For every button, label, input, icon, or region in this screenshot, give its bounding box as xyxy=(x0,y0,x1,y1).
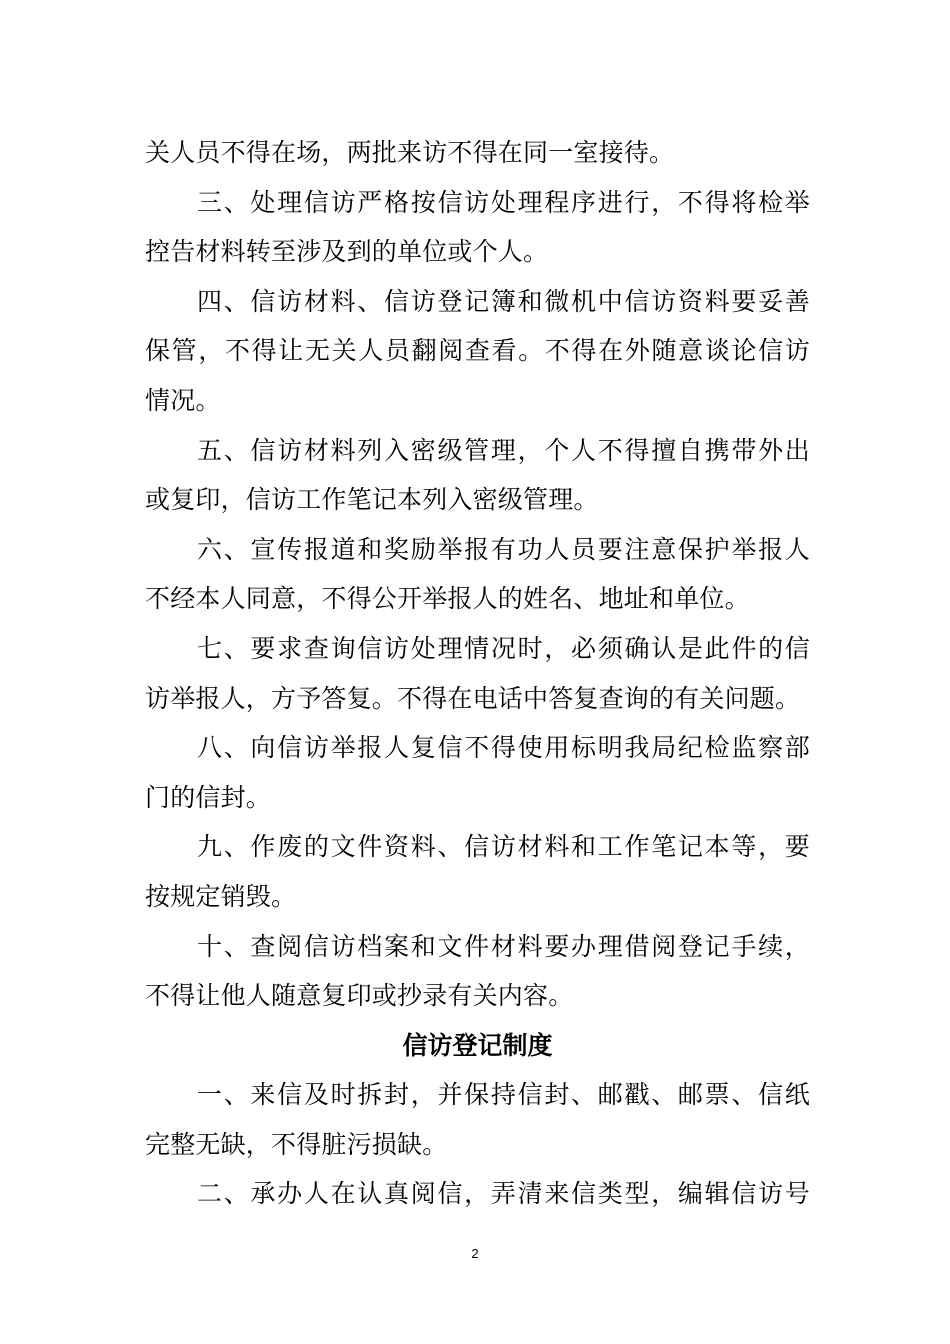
text-line: 门的信封。 xyxy=(145,782,272,812)
text-line: 访举报人，方予答复。不得在电话中答复查询的有关问题。 xyxy=(145,683,801,713)
page-number: 2 xyxy=(471,1246,479,1261)
text-line: 不得让他人随意复印或抄录有关内容。 xyxy=(145,981,574,1011)
text-line: 二、承办人在认真阅信，弄清来信类型，编辑信访号 xyxy=(197,1179,810,1209)
registration-rules-list xyxy=(145,1070,810,1219)
text-line: 情况。 xyxy=(145,385,221,415)
text-line: 五、信访材料列入密级管理，个人不得擅自携带外出 xyxy=(197,435,810,465)
text-line: 八、向信访举报人复信不得使用标明我局纪检监察部 xyxy=(197,733,810,763)
text-line: 三、处理信访严格按信访处理程序进行，不得将检举 xyxy=(197,187,810,217)
text-line: 六、宣传报道和奖励举报有功人员要注意保护举报人 xyxy=(197,534,810,564)
text-line: 关人员不得在场，两批来访不得在同一室接待。 xyxy=(145,138,675,167)
text-line: 保管，不得让无关人员翻阅查看。不得在外随意谈论信访 xyxy=(145,336,810,366)
text-line: 十、查阅信访档案和文件材料要办理借阅登记手续， xyxy=(197,931,810,961)
text-line: 按规定销毁。 xyxy=(145,881,297,911)
text-line: 完整无缺，不得脏污损缺。 xyxy=(145,1129,448,1159)
text-line: 控告材料转至涉及到的单位或个人。 xyxy=(145,237,549,267)
section-heading: 信访登记制度 xyxy=(402,1030,553,1060)
text-line: 四、信访材料、信访登记簿和微机中信访资料要妥善 xyxy=(197,286,810,316)
text-line: 或复印，信访工作笔记本列入密级管理。 xyxy=(145,485,599,515)
text-line: 七、要求查询信访处理情况时，必须确认是此件的信 xyxy=(197,633,810,663)
text-line: 九、作废的文件资料、信访材料和工作笔记本等，要 xyxy=(197,832,810,862)
text-line: 不经本人同意，不得公开举报人的姓名、地址和单位。 xyxy=(145,584,750,614)
rules-list xyxy=(145,128,810,1021)
document-body xyxy=(145,128,810,1219)
text-line: 一、来信及时拆封，并保持信封、邮戳、邮票、信纸 xyxy=(197,1080,810,1110)
